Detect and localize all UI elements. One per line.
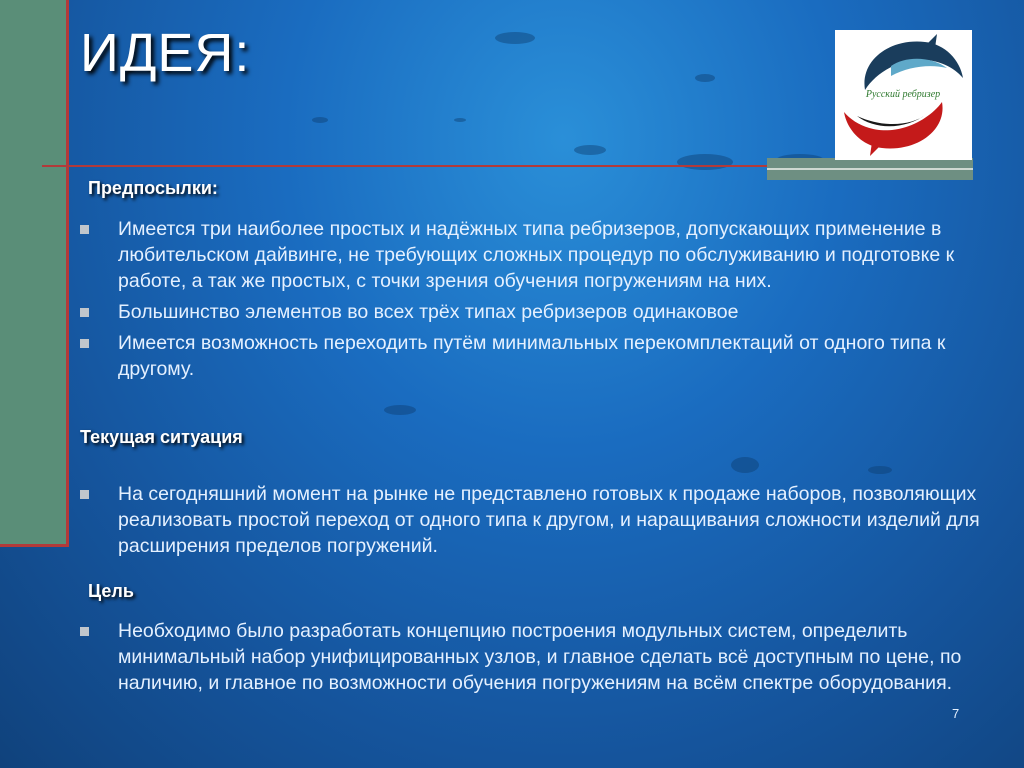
- slide-title: ИДЕЯ:: [80, 23, 251, 83]
- list-item: [80, 299, 1010, 325]
- list-item-text: Имеется возможность переходить путём минимальных перекомплектаций от одного типа к другому.: [118, 332, 946, 380]
- list-current-situation: [80, 481, 1010, 564]
- list-item-text: На сегодняшний момент на рынке не представлено готовых к продаже наборов, позволяющих реализовать простой переход от одного типа к другом, и наращивания сложности изделий для расширения пределов погружений.: [118, 483, 980, 557]
- list-item: [80, 330, 1010, 382]
- square-bullet-icon: [80, 339, 89, 348]
- square-bullet-icon: [80, 490, 89, 499]
- divider-ornament: [767, 158, 973, 180]
- square-bullet-icon: [80, 225, 89, 234]
- section-heading-prerequisites: Предпосылки:: [88, 178, 218, 198]
- list-goal: [80, 618, 1010, 701]
- logo-text: Русский ребризер: [865, 89, 941, 100]
- section-heading-current-situation: Текущая ситуация: [80, 427, 243, 447]
- list-item-text: Имеется три наиболее простых и надёжных типа ребризеров, допускающих применение в любительском дайвинге, не требующих сложных процедур по обслуживанию и подготовке к работе, а так же простых, с точки зрения обучения погружениям на них.: [118, 218, 955, 292]
- list-item-text: Большинство элементов во всех трёх типах ребризеров одинаковое: [118, 301, 739, 323]
- dolphins-logo-icon: [835, 30, 972, 160]
- section-heading-goal: Цель: [88, 581, 134, 601]
- list-prerequisites: [80, 216, 1010, 387]
- list-item: [80, 618, 1010, 696]
- list-item: [80, 481, 1010, 559]
- square-bullet-icon: [80, 627, 89, 636]
- list-item: [80, 216, 1010, 294]
- side-bar-underline: [0, 544, 69, 547]
- side-accent-bar: [0, 0, 69, 545]
- logo: [835, 30, 972, 160]
- list-item-text: Необходимо было разработать концепцию построения модульных систем, определить минимальный набор унифицированных узлов, и главное сделать всё доступным по цене, по наличию, и главное по возможности обучения погружениям на всём спектре оборудования.: [118, 620, 962, 694]
- square-bullet-icon: [80, 308, 89, 317]
- page-number: 7: [952, 706, 960, 721]
